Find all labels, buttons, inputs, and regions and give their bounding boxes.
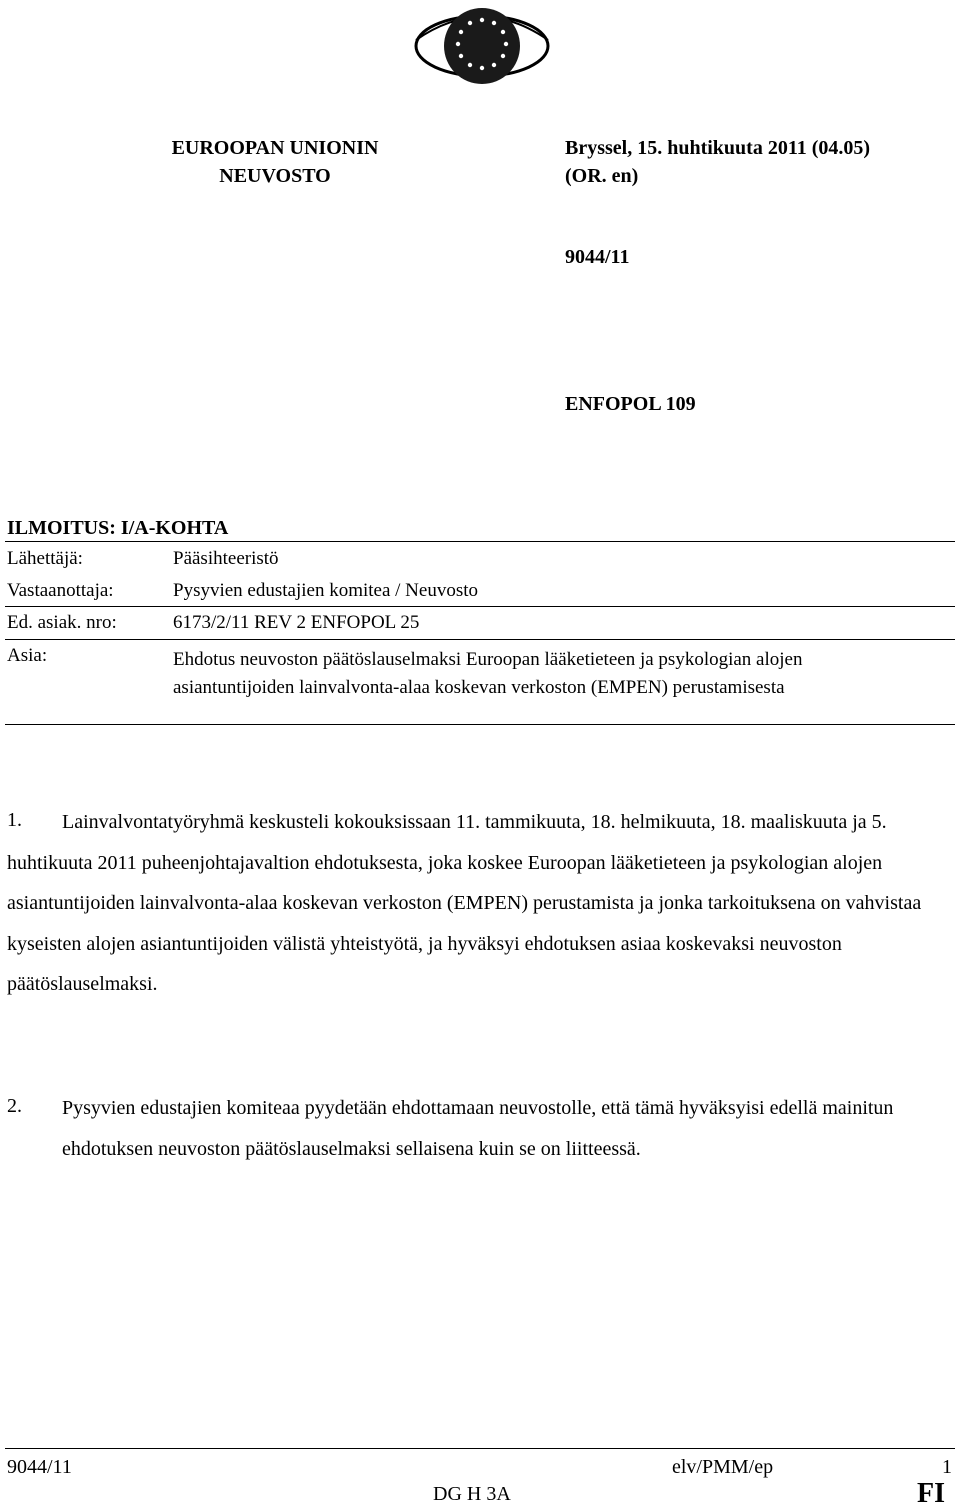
- divider: [5, 606, 955, 607]
- previous-doc-label: Ed. asiak. nro:: [7, 612, 117, 633]
- paragraph-2: Pysyvien edustajien komiteaa pyydetään ehdottamaan neuvostolle, että tämä hyväksyisi edellä mainitun ehdotuksen neuvoston päätöslauselmaksi sellaisena kuin se on liitteessä.: [62, 1097, 894, 1160]
- footer-doc-number: 9044/11: [7, 1456, 72, 1478]
- page-number: 1: [942, 1456, 952, 1478]
- footer-initials: elv/PMM/ep: [672, 1456, 774, 1478]
- paragraph-1: Lainvalvontatyöryhmä keskusteli kokouksissaan 11. tammikuuta, 18. helmikuuta, 18. maaliskuuta ja 5. huhtikuuta 2011 puheenjohtajavaltion ehdotuksesta, joka koskee Euroopan lääketieteen ja psykologian alojen asiantuntijoiden lainvalvonta-alaa koskevan verkoston (EMPEN) perustamista ja jonka tarkoituksena on vahvistaa kyseisten alojen asiantuntijoiden välistä yhteistyötä, ja hyväksyi ehdotuksen asiaa koskevaksi neuvoston päätöslauselmaksi.: [7, 811, 922, 995]
- divider: [5, 724, 955, 725]
- previous-doc-value: 6173/2/11 REV 2 ENFOPOL 25: [173, 612, 420, 633]
- paragraph-number: 2.: [7, 1095, 22, 1117]
- dateline: [565, 134, 945, 190]
- issuer-name: [100, 134, 450, 190]
- recipient-value: Pysyvien edustajien komitea / Neuvosto: [173, 580, 479, 601]
- subject-value: Ehdotus neuvoston päätöslauselmaksi Euroopan lääketieteen ja psykologian alojen asiantuntijoiden lainvalvonta-alaa koskevan verkoston (EMPEN) perustamisesta: [173, 649, 803, 698]
- issuer-line-2: NEUVOSTO: [219, 165, 331, 187]
- recipient-label: Vastaanottaja:: [7, 580, 114, 601]
- document-number: 9044/11: [565, 246, 630, 268]
- sender-value: Pääsihteeristö: [173, 548, 279, 569]
- date-line-1: Bryssel, 15. huhtikuuta 2011 (04.05): [565, 137, 871, 159]
- language-code: FI: [917, 1478, 945, 1509]
- subject-label: Asia:: [7, 645, 48, 666]
- divider: [5, 639, 955, 640]
- footer-divider: [5, 1448, 955, 1449]
- issuer-line-1: EUROOPAN UNIONIN: [171, 137, 379, 159]
- council-logo: [412, 0, 552, 92]
- date-line-2: (OR. en): [565, 165, 639, 187]
- notice-title: ILMOITUS: I/A-KOHTA: [7, 517, 229, 539]
- sender-label: Lähettäjä:: [7, 548, 83, 569]
- divider: [5, 541, 955, 542]
- footer-dg: DG H 3A: [433, 1483, 511, 1505]
- paragraph-number: 1.: [7, 809, 22, 831]
- reference-code: ENFOPOL 109: [565, 393, 696, 415]
